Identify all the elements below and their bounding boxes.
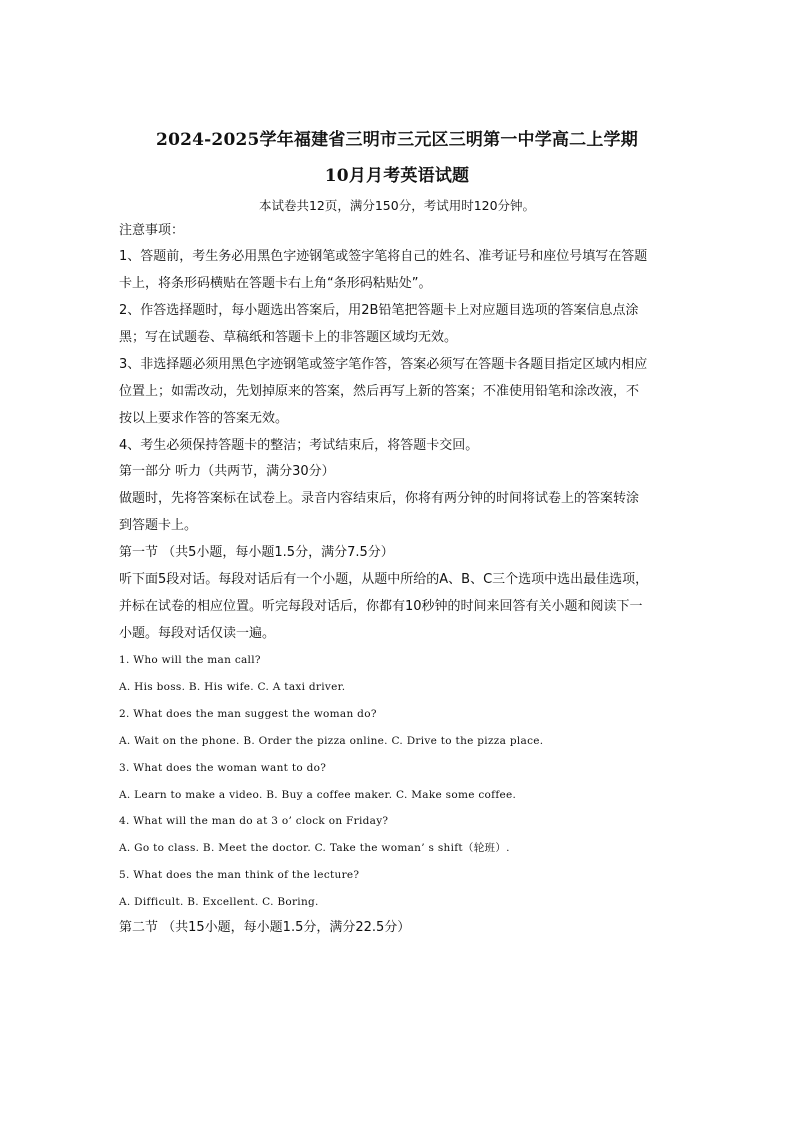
- notice-item-3-line-3: 按以上要求作答的答案无效。: [119, 411, 289, 426]
- notice-item-2-line-2: 黑；写在试题卷、草稿纸和答题卡上的非答题区域均无效。: [119, 330, 458, 345]
- page-subtitle: 10月月考英语试题: [324, 166, 470, 186]
- notice-item-1-line-1: 1、答题前，考生务必用黑色字迹钢笔或签字笔将自己的姓名、准考证号和座位号填写在答题: [119, 249, 648, 264]
- part1-heading: 第一部分 听力（共两节，满分30分）: [119, 464, 335, 479]
- question-3: 3. What does the woman want to do?: [119, 762, 327, 774]
- question-2-options: A. Wait on the phone. B. Order the pizza online. C. Drive to the pizza place.: [119, 735, 544, 747]
- question-1: 1. Who will the man call?: [119, 654, 261, 666]
- notice-item-4-line-1: 4、考生必须保持答题卡的整洁；考试结束后，将答题卡交回。: [119, 438, 479, 453]
- section1-instruction-line-3: 小题。每段对话仅读一遍。: [119, 626, 276, 641]
- question-2: 2. What does the man suggest the woman do?: [119, 708, 377, 720]
- section1-instruction-line-2: 并标在试卷的相应位置。听完每段对话后，你都有10秒钟的时间来回答有关小题和阅读下一: [119, 599, 643, 614]
- question-3-options: A. Learn to make a video. B. Buy a coffee maker. C. Make some coffee.: [119, 789, 517, 801]
- notice-item-2-line-1: 2、作答选择题时，每小题选出答案后，用2B铅笔把答题卡上对应题目选项的答案信息点涂: [119, 303, 639, 318]
- notice-item-1-line-2: 卡上，将条形码横贴在答题卡右上角“条形码粘贴处”。: [119, 276, 432, 291]
- part1-instruction-line-1: 做题时，先将答案标在试卷上。录音内容结束后，你将有两分钟的时间将试卷上的答案转涂: [119, 491, 640, 506]
- question-4-options: A. Go to class. B. Meet the doctor. C. Take the woman’ s shift（轮班）.: [119, 842, 510, 854]
- notice-item-3-line-2: 位置上；如需改动，先划掉原来的答案，然后再写上新的答案；不准使用铅笔和涂改液，不: [119, 384, 640, 399]
- section2-heading: 第二节 （共15小题，每小题1.5分，满分22.5分）: [119, 920, 411, 935]
- section1-instruction-line-1: 听下面5段对话。每段对话后有一个小题，从题中所给的A、B、C三个选项中选出最佳选项，: [119, 572, 649, 587]
- exam-info: 本试卷共12页，满分150分，考试用时120分钟。: [258, 198, 536, 213]
- notice-item-3-line-1: 3、非选择题必须用黑色字迹钢笔或签字笔作答，答案必须写在答题卡各题目指定区域内相应: [119, 357, 648, 372]
- question-5-options: A. Difficult. B. Excellent. C. Boring.: [119, 896, 319, 908]
- question-5: 5. What does the man think of the lecture?: [119, 869, 360, 881]
- page-title: 2024-2025学年福建省三明市三元区三明第一中学高二上学期: [156, 130, 638, 150]
- section1-heading: 第一节 （共5小题，每小题1.5分，满分7.5分）: [119, 545, 394, 560]
- notice-heading: 注意事项：: [119, 223, 185, 238]
- question-1-options: A. His boss. B. His wife. C. A taxi driver.: [119, 681, 346, 693]
- question-4: 4. What will the man do at 3 o’ clock on Friday?: [119, 815, 389, 827]
- part1-instruction-line-2: 到答题卡上。: [119, 518, 198, 533]
